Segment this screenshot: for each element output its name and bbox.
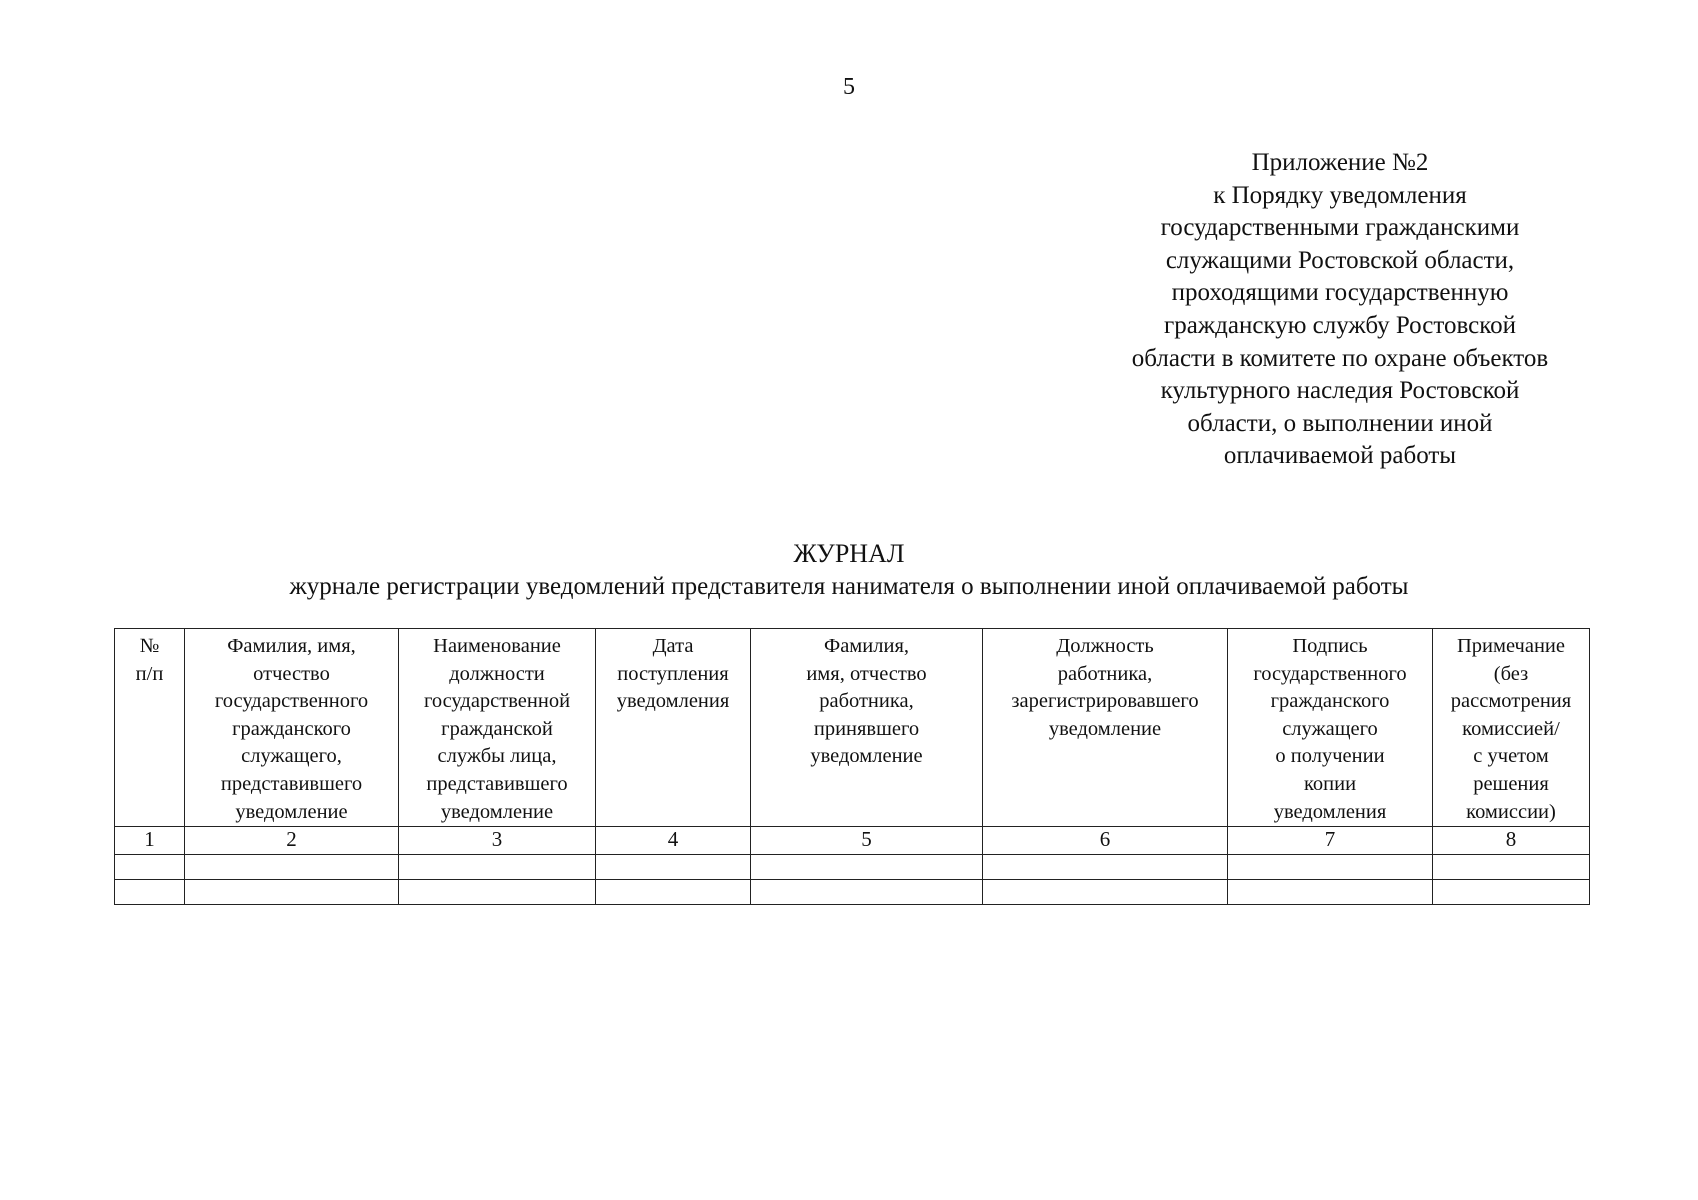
header-text: представившего — [220, 772, 363, 795]
appendix-line: проходящими государственную — [1171, 279, 1509, 307]
column-number-cell: 7 — [1228, 827, 1433, 855]
appendix-line: к Порядку уведомления — [1213, 181, 1467, 209]
header-text: Фамилия, имя, — [227, 635, 356, 657]
header-text: п/п — [135, 662, 164, 685]
column-number-cell: 3 — [399, 827, 596, 855]
table-cell — [399, 855, 596, 880]
table-cell — [983, 880, 1228, 905]
header-text: представившего — [426, 772, 568, 795]
table-cell — [1228, 880, 1433, 905]
header-cell-employee-name — [185, 629, 399, 827]
header-text: (без — [1493, 662, 1529, 685]
header-text: уведомление — [440, 800, 554, 823]
column-number-cell: 4 — [596, 827, 751, 855]
page-number: 5 — [843, 74, 855, 100]
header-text: с учетом — [1473, 745, 1549, 768]
header-text: Фамилия, — [824, 635, 909, 657]
header-text: копии — [1303, 772, 1357, 795]
header-cell-receiver-name — [751, 629, 983, 827]
appendix-block — [1090, 147, 1590, 473]
appendix-line: оплачиваемой работы — [1223, 442, 1457, 470]
header-text: имя, отчество — [806, 662, 927, 685]
column-number-cell: 1 — [115, 827, 185, 855]
header-text: зарегистрировавшего — [1011, 690, 1199, 713]
header-text: гражданского — [232, 717, 351, 740]
header-text: Наименование — [433, 635, 561, 657]
table-cell — [751, 855, 983, 880]
table-cell — [751, 880, 983, 905]
appendix-line: государственными гражданскими — [1160, 214, 1520, 242]
table-cell — [1433, 880, 1590, 905]
header-text: службы лица, — [437, 745, 557, 768]
header-text: государственного — [1253, 662, 1407, 685]
appendix-line: служащими Ростовской области, — [1165, 246, 1515, 274]
table-cell — [1433, 855, 1590, 880]
document-title: ЖУРНАЛ — [793, 539, 905, 568]
header-text: Дата — [652, 635, 694, 657]
header-text: Должность — [1056, 635, 1154, 657]
table-cell — [185, 855, 399, 880]
table-row — [115, 880, 1590, 905]
table-cell — [983, 855, 1228, 880]
header-text: служащего — [1282, 717, 1378, 740]
header-text: должности — [449, 662, 545, 685]
header-text: рассмотрения — [1450, 690, 1572, 713]
header-text: принявшего — [813, 717, 920, 740]
table-cell — [115, 880, 185, 905]
header-text: Примечание — [1456, 635, 1566, 657]
header-text: работника, — [1057, 662, 1153, 685]
header-text: поступления — [617, 662, 729, 685]
table-cell — [596, 880, 751, 905]
table-cell — [1228, 855, 1433, 880]
header-text: отчество — [253, 662, 330, 685]
appendix-line: области в комитете по охране объектов — [1131, 344, 1549, 372]
header-cell-signature — [1228, 629, 1433, 827]
header-cell-position — [399, 629, 596, 827]
header-cell-note — [1433, 629, 1590, 827]
header-text: уведомление — [810, 745, 923, 768]
appendix-line: гражданскую службу Ростовской — [1164, 311, 1516, 339]
table-cell — [115, 855, 185, 880]
appendix-line: культурного наследия Ростовской — [1160, 377, 1520, 405]
document-subtitle: журнале регистрации уведомлений представителя нанимателя о выполнении иной оплачиваемой работы — [289, 573, 1409, 600]
header-text: уведомление — [1048, 717, 1162, 740]
header-text: служащего, — [241, 745, 342, 768]
header-text: о получении — [1275, 745, 1385, 768]
table-cell — [185, 880, 399, 905]
header-text: № — [139, 635, 160, 657]
header-text: комиссии) — [1466, 800, 1556, 823]
header-text: уведомления — [616, 690, 730, 713]
header-cell-number — [115, 629, 185, 827]
column-number-cell: 2 — [185, 827, 399, 855]
column-number-cell: 5 — [751, 827, 983, 855]
header-text: решения — [1473, 772, 1549, 795]
column-number-cell: 6 — [983, 827, 1228, 855]
header-text: гражданского — [1270, 690, 1390, 713]
header-text: Подпись — [1292, 635, 1368, 657]
header-text: гражданской — [441, 717, 553, 740]
header-cell-registrar-position — [983, 629, 1228, 827]
journal-table — [114, 628, 1590, 905]
column-number-row — [115, 827, 1590, 855]
header-text: уведомление — [235, 800, 348, 823]
header-text: работника, — [819, 690, 914, 713]
table-cell — [596, 855, 751, 880]
header-cell-date — [596, 629, 751, 827]
table-cell — [399, 880, 596, 905]
appendix-line: Приложение №2 — [1251, 149, 1429, 176]
table-row — [115, 855, 1590, 880]
header-text: государственной — [423, 690, 571, 713]
table-header-row — [115, 629, 1590, 827]
header-text: уведомления — [1273, 800, 1387, 823]
header-text: комиссией/ — [1462, 717, 1560, 740]
header-text: государственного — [214, 690, 369, 713]
appendix-line: области, о выполнении иной — [1187, 409, 1493, 437]
column-number-cell: 8 — [1433, 827, 1590, 855]
